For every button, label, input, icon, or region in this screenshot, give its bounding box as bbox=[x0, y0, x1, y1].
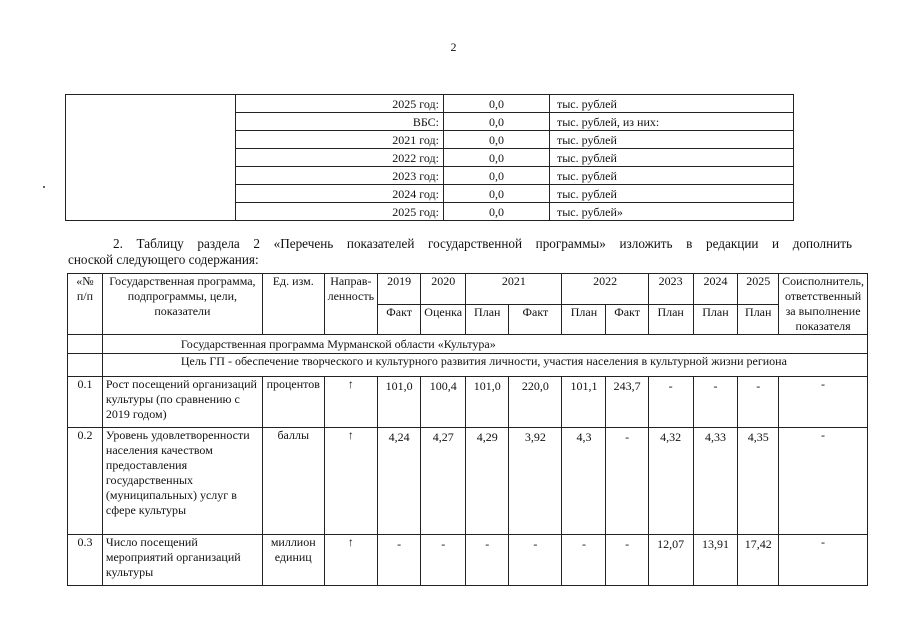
indicator-v2019: 101,0 bbox=[378, 377, 421, 428]
indicator-v2019: 4,24 bbox=[378, 428, 421, 535]
instruction-paragraph bbox=[68, 236, 852, 268]
indicator-v2023: - bbox=[648, 377, 693, 428]
page-number: 2 bbox=[450, 40, 457, 54]
funding-blank-cell bbox=[66, 95, 236, 221]
funding-label: 2024 год: bbox=[236, 185, 444, 203]
indicator-v2020: 4,27 bbox=[421, 428, 466, 535]
header-direction: Направ-ленность bbox=[324, 274, 378, 335]
funding-unit: тыс. рублей bbox=[550, 95, 794, 113]
header-2020: 2020 bbox=[421, 274, 466, 305]
indicator-row bbox=[68, 428, 868, 535]
scan-speck bbox=[43, 186, 45, 188]
indicator-v2022-plan: 101,1 bbox=[562, 377, 606, 428]
header-2020-estimate: Оценка bbox=[421, 304, 466, 335]
funding-label: 2023 год: bbox=[236, 167, 444, 185]
paragraph-line-2: сноской следующего содержания: bbox=[68, 252, 259, 267]
header-num: «№ п/п bbox=[68, 274, 103, 335]
funding-value: 0,0 bbox=[444, 149, 550, 167]
funding-value: 0,0 bbox=[444, 113, 550, 131]
indicator-v2021-plan: 101,0 bbox=[466, 377, 509, 428]
indicator-v2021-plan: - bbox=[466, 535, 509, 586]
indicator-unit: процентов bbox=[262, 377, 324, 428]
header-coexecutor: Соисполнитель, ответственный за выполнение показателя bbox=[779, 274, 868, 335]
header-2022-fact: Факт bbox=[606, 304, 648, 335]
funding-value: 0,0 bbox=[444, 131, 550, 149]
indicator-direction: ↑ bbox=[324, 428, 378, 535]
indicator-direction: ↑ bbox=[324, 377, 378, 428]
funding-label: 2021 год: bbox=[236, 131, 444, 149]
indicator-coexec: - bbox=[779, 535, 868, 586]
header-2021: 2021 bbox=[466, 274, 562, 305]
indicator-row bbox=[68, 535, 868, 586]
funding-label: 2025 год: bbox=[236, 203, 444, 221]
indicator-v2025: 17,42 bbox=[738, 535, 779, 586]
indicators-table bbox=[67, 273, 868, 586]
program-title: Государственная программа Мурманской области «Культура» bbox=[102, 335, 867, 354]
header-2023-plan: План bbox=[648, 304, 693, 335]
funding-label: 2022 год: bbox=[236, 149, 444, 167]
indicator-v2020: - bbox=[421, 535, 466, 586]
header-2021-fact: Факт bbox=[509, 304, 562, 335]
indicator-v2021-plan: 4,29 bbox=[466, 428, 509, 535]
program-title-row bbox=[68, 335, 868, 354]
header-2023: 2023 bbox=[648, 274, 693, 305]
indicator-unit: баллы bbox=[262, 428, 324, 535]
indicator-row bbox=[68, 377, 868, 428]
goal-row bbox=[68, 354, 868, 377]
indicator-v2021-fact: 220,0 bbox=[509, 377, 562, 428]
funding-unit: тыс. рублей bbox=[550, 149, 794, 167]
funding-label: 2025 год: bbox=[236, 95, 444, 113]
indicator-num: 0.3 bbox=[68, 535, 103, 586]
indicator-direction: ↑ bbox=[324, 535, 378, 586]
header-2025: 2025 bbox=[738, 274, 779, 305]
header-2021-plan: План bbox=[466, 304, 509, 335]
indicator-v2021-fact: 3,92 bbox=[509, 428, 562, 535]
header-2024: 2024 bbox=[693, 274, 738, 305]
funding-unit: тыс. рублей, из них: bbox=[550, 113, 794, 131]
indicator-v2023: 12,07 bbox=[648, 535, 693, 586]
header-2022: 2022 bbox=[562, 274, 648, 305]
indicator-unit: миллион единиц bbox=[262, 535, 324, 586]
indicator-v2023: 4,32 bbox=[648, 428, 693, 535]
funding-table bbox=[65, 94, 794, 221]
funding-unit: тыс. рублей» bbox=[550, 203, 794, 221]
indicator-v2022-plan: - bbox=[562, 535, 606, 586]
indicator-coexec: - bbox=[779, 377, 868, 428]
header-2019: 2019 bbox=[378, 274, 421, 305]
indicator-v2022-plan: 4,3 bbox=[562, 428, 606, 535]
indicator-v2022-fact: - bbox=[606, 428, 648, 535]
indicator-v2024: - bbox=[693, 377, 738, 428]
indicator-v2024: 13,91 bbox=[693, 535, 738, 586]
indicator-v2020: 100,4 bbox=[421, 377, 466, 428]
header-unit: Ед. изм. bbox=[262, 274, 324, 335]
header-2024-plan: План bbox=[693, 304, 738, 335]
indicator-coexec: - bbox=[779, 428, 868, 535]
indicator-num: 0.1 bbox=[68, 377, 103, 428]
funding-label: ВБС: bbox=[236, 113, 444, 131]
paragraph-line-1: 2. Таблицу раздела 2 «Перечень показателей государственной программы» изложить в редакции и дополнить bbox=[113, 236, 852, 251]
header-2022-plan: План bbox=[562, 304, 606, 335]
indicator-v2024: 4,33 bbox=[693, 428, 738, 535]
indicator-name: Рост посещений организаций культуры (по сравнению с 2019 годом) bbox=[102, 377, 262, 428]
indicator-num: 0.2 bbox=[68, 428, 103, 535]
header-name: Государственная программа, подпрограммы, цели, показатели bbox=[102, 274, 262, 335]
header-row-1 bbox=[68, 274, 868, 305]
indicator-name: Уровень удовлетворенности населения качеством предоставления государственных (муниципальных) услуг в сфере культуры bbox=[102, 428, 262, 535]
indicator-v2022-fact: - bbox=[606, 535, 648, 586]
indicator-v2021-fact: - bbox=[509, 535, 562, 586]
funding-value: 0,0 bbox=[444, 203, 550, 221]
indicator-v2022-fact: 243,7 bbox=[606, 377, 648, 428]
funding-row bbox=[66, 95, 794, 113]
goal-text: Цель ГП - обеспечение творческого и культурного развития личности, участия населения в культурной жизни региона bbox=[102, 354, 867, 377]
header-2025-plan: План bbox=[738, 304, 779, 335]
funding-value: 0,0 bbox=[444, 167, 550, 185]
indicator-name: Число посещений мероприятий организаций культуры bbox=[102, 535, 262, 586]
funding-value: 0,0 bbox=[444, 185, 550, 203]
funding-unit: тыс. рублей bbox=[550, 131, 794, 149]
header-2019-fact: Факт bbox=[378, 304, 421, 335]
indicator-v2019: - bbox=[378, 535, 421, 586]
indicator-v2025: 4,35 bbox=[738, 428, 779, 535]
funding-value: 0,0 bbox=[444, 95, 550, 113]
funding-unit: тыс. рублей bbox=[550, 185, 794, 203]
indicator-v2025: - bbox=[738, 377, 779, 428]
funding-unit: тыс. рублей bbox=[550, 167, 794, 185]
